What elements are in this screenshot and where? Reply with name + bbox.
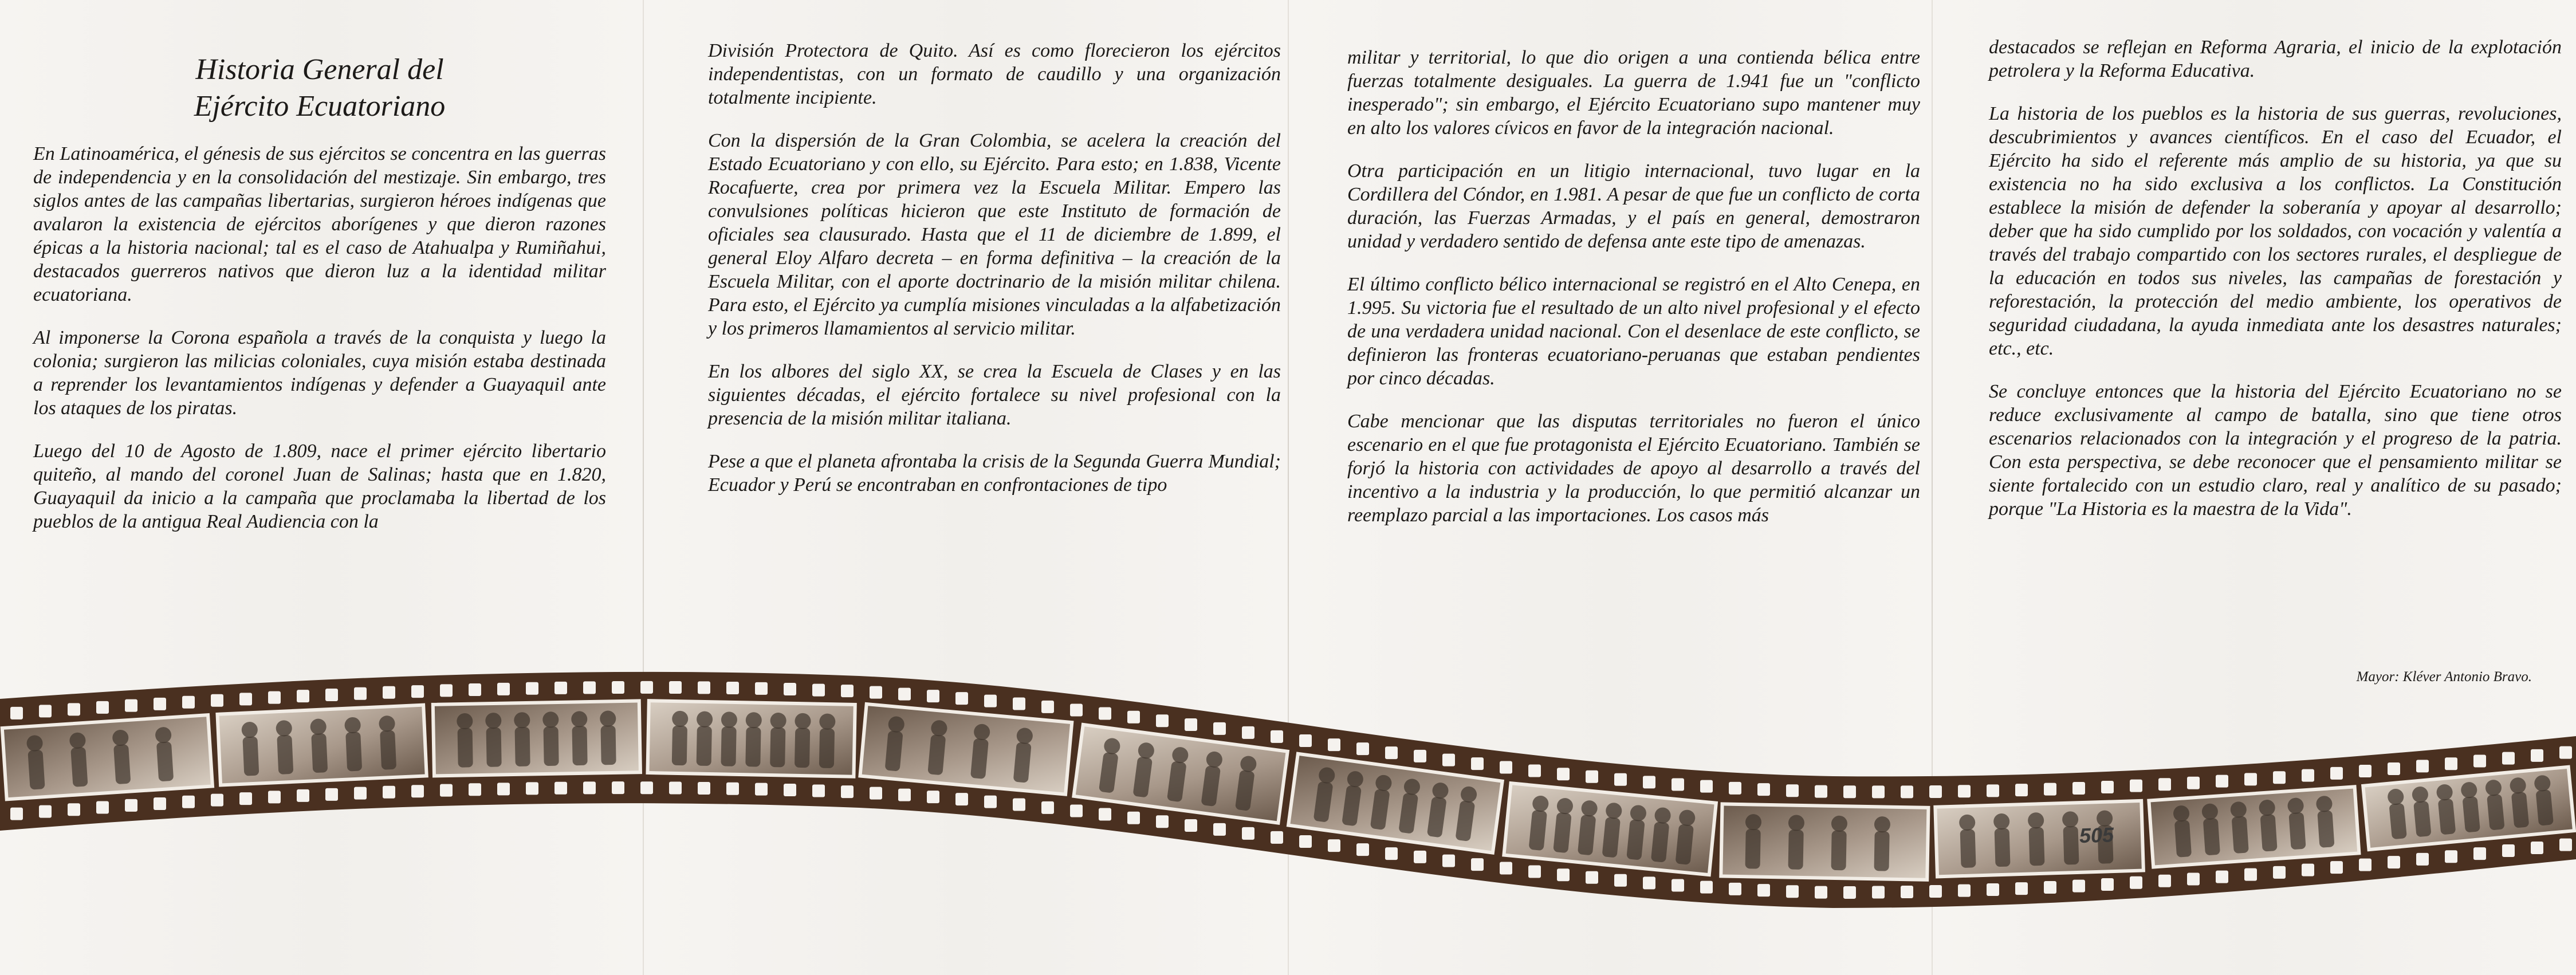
photo-figure bbox=[795, 728, 810, 768]
sprocket-hole-bottom bbox=[1901, 886, 1913, 898]
sprocket-hole-top bbox=[2330, 767, 2343, 780]
sprocket-hole-top bbox=[182, 696, 195, 709]
sprocket-hole-bottom bbox=[2130, 876, 2142, 889]
film-photo-soldiers-with-rifles bbox=[647, 701, 855, 776]
photo-figure bbox=[2029, 827, 2045, 866]
sprocket-hole-bottom bbox=[39, 805, 52, 818]
film-photo-mural-battle-scene bbox=[433, 701, 640, 776]
photo-figure bbox=[819, 728, 835, 768]
sprocket-hole-bottom bbox=[1843, 886, 1856, 899]
paragraph: En los albores del siglo XX, se crea la Escuela de Clases y en las siguientes décadas, el ejército fortalece su nivel profesional con la presencia de la misión militar italiana. bbox=[708, 361, 1281, 429]
sprocket-hole-bottom bbox=[2473, 847, 2486, 860]
sprocket-hole-top bbox=[469, 683, 481, 696]
sprocket-hole-top bbox=[2015, 784, 2028, 796]
sprocket-hole-bottom bbox=[1672, 879, 1684, 892]
author-signature: Mayor: Kléver Antonio Bravo. bbox=[2356, 669, 2532, 685]
sprocket-hole-bottom bbox=[211, 794, 223, 807]
document-title bbox=[33, 52, 606, 125]
sprocket-hole-top bbox=[2445, 757, 2457, 770]
sprocket-hole-bottom bbox=[2531, 842, 2543, 854]
sprocket-hole-top bbox=[411, 685, 424, 698]
sprocket-hole-bottom bbox=[1299, 835, 1312, 848]
sprocket-hole-bottom bbox=[268, 791, 281, 803]
sprocket-hole-top bbox=[2187, 777, 2200, 789]
sprocket-hole-top bbox=[1356, 742, 1369, 755]
sprocket-hole-top bbox=[1843, 785, 1856, 798]
sprocket-hole-bottom bbox=[1614, 874, 1627, 887]
sprocket-hole-bottom bbox=[1757, 884, 1770, 897]
sprocket-hole-top bbox=[383, 686, 395, 699]
sprocket-hole-top bbox=[726, 682, 739, 694]
sprocket-hole-bottom bbox=[96, 801, 109, 813]
photo-figure bbox=[1788, 829, 1804, 870]
sprocket-hole-bottom bbox=[554, 782, 567, 795]
sprocket-hole-bottom bbox=[1442, 855, 1455, 867]
sprocket-hole-top bbox=[1815, 785, 1827, 798]
sprocket-hole-bottom bbox=[2388, 856, 2400, 868]
sprocket-hole-top bbox=[1557, 768, 1570, 780]
sprocket-hole-top bbox=[1299, 734, 1312, 747]
title-line-2: Ejército Ecuatoriano bbox=[194, 90, 446, 123]
sprocket-hole-top bbox=[1213, 722, 1226, 735]
sprocket-hole-bottom bbox=[669, 781, 682, 794]
photo-figure bbox=[486, 728, 502, 767]
sprocket-hole-bottom bbox=[125, 799, 137, 812]
sprocket-hole-bottom bbox=[927, 791, 939, 803]
photo-figure bbox=[311, 733, 328, 773]
sprocket-hole-top bbox=[1127, 711, 1140, 724]
sprocket-hole-bottom bbox=[1700, 881, 1713, 894]
sprocket-hole-bottom bbox=[870, 787, 882, 800]
sprocket-hole-bottom bbox=[955, 793, 968, 805]
film-photo-officers-group bbox=[218, 705, 427, 785]
sprocket-hole-bottom bbox=[1500, 862, 1512, 874]
sprocket-hole-bottom bbox=[1013, 799, 1025, 811]
sprocket-hole-bottom bbox=[2244, 868, 2257, 881]
sprocket-hole-bottom bbox=[2330, 861, 2343, 874]
photo-figure bbox=[2317, 810, 2334, 848]
film-photo-soldiers-at-arches bbox=[1721, 804, 1928, 879]
sprocket-hole-top bbox=[870, 686, 882, 699]
paragraph: militar y territorial, lo que dio origen a una contienda bélica entre fuerzas totalmente desiguales. La guerra de 1.941 fue un "conflicto inesperado"; sin embargo, el Ejército Ecuatoriano supo mantener muy en alto los valores cívicos en favor de la integración nacional. bbox=[1347, 47, 1920, 139]
sprocket-hole-top bbox=[2273, 771, 2286, 784]
sprocket-hole-top bbox=[354, 687, 367, 700]
sprocket-hole-top bbox=[2416, 760, 2429, 772]
sprocket-hole-bottom bbox=[2216, 871, 2228, 883]
sprocket-hole-bottom bbox=[2101, 878, 2114, 891]
sprocket-hole-bottom bbox=[726, 783, 739, 795]
film-photo-officers-in-line bbox=[2149, 787, 2359, 867]
film-photo-indigenous-warrior-portrait bbox=[2, 715, 213, 799]
sprocket-hole-top bbox=[583, 681, 596, 694]
photo-figure bbox=[697, 726, 712, 766]
sprocket-hole-bottom bbox=[1328, 839, 1340, 852]
sprocket-hole-bottom bbox=[2416, 853, 2429, 866]
paragraph: destacados se reflejan en Reforma Agraria, el inicio de la explotación petrolera y la Reforma Educativa. bbox=[1989, 37, 2562, 81]
sprocket-hole-top bbox=[1242, 726, 1254, 739]
sprocket-hole-top bbox=[2216, 775, 2228, 788]
sprocket-hole-top bbox=[1672, 779, 1684, 791]
sprocket-hole-top bbox=[1070, 704, 1083, 717]
sprocket-hole-top bbox=[1271, 730, 1283, 743]
sprocket-hole-top bbox=[39, 705, 52, 717]
sprocket-hole-bottom bbox=[898, 789, 911, 801]
photo-figure bbox=[672, 726, 687, 766]
sprocket-hole-bottom bbox=[325, 788, 338, 801]
sprocket-hole-bottom bbox=[2445, 850, 2457, 863]
sprocket-hole-bottom bbox=[1643, 876, 1655, 889]
sprocket-hole-top bbox=[612, 681, 624, 694]
sprocket-hole-top bbox=[1786, 784, 1799, 797]
paragraph: Con la dispersión de la Gran Colombia, se acelera la creación del Estado Ecuatoriano y con ello, su Ejército. Para esto; en 1.838, Vicente Rocafuerte, crea por primera vez la Escuela Militar. Empero las convulsiones políticas hicieron que este Instituto de formación de oficiales sea clausurado. Hasta que el 11 de diciembre de 1.899, el general Eloy Alfaro decreta – en forma definitiva – la creación de la Escuela Militar, con el aporte doctrinario de la misión militar chilena. Para esto, el Ejército ya cumplía misiones vinculadas a la alfabetización y los primeros llamamientos al servicio militar. bbox=[708, 130, 1281, 339]
sprocket-hole-top bbox=[2502, 752, 2515, 765]
photo-figure bbox=[1874, 831, 1889, 871]
sprocket-hole-bottom bbox=[383, 786, 395, 799]
photo-figure bbox=[572, 726, 588, 765]
sprocket-hole-top bbox=[96, 701, 109, 714]
photo-figure bbox=[27, 750, 45, 790]
sprocket-hole-bottom bbox=[2158, 875, 2171, 887]
sprocket-hole-top bbox=[2302, 769, 2314, 782]
sprocket-hole-top bbox=[211, 694, 223, 707]
sprocket-hole-top bbox=[440, 684, 453, 697]
sprocket-hole-top bbox=[640, 681, 653, 694]
sprocket-hole-bottom bbox=[755, 783, 768, 796]
paragraph: Luego del 10 de Agosto de 1.809, nace el primer ejército libertario quiteño, al mando del coronel Juan de Salinas; hasta que en 1.820, Guayaquil da inicio a la campaña que proclamaba la libertad de los pueblos de la antigua Real Audiencia con la bbox=[33, 441, 606, 532]
photo-figure bbox=[345, 732, 362, 771]
sprocket-hole-bottom bbox=[297, 789, 309, 802]
sprocket-hole-top bbox=[2359, 765, 2372, 777]
paragraph: La historia de los pueblos es la historia de sus guerras, revoluciones, descubrimientos y avances científicos. En el caso del Ecuador, el Ejército ha sido el referente más amplio de su historia, ya que su existencia no ha sido exclusiva a los conflictos. La Constitución establece la misión de defender la soberanía y apoyar al desarrollo; deber que ha sido cumplido por los soldados, con vocación y valentía a través del trabajo compartido con los sectores rurales, el despliegue de la educación en todos sus niveles, las campañas de forestación y reforestación, la protección del medio ambiente, los operativos de seguridad ciudadana, la ayuda inmediata ante los desastres naturales; etc., etc. bbox=[1989, 103, 2562, 359]
sprocket-hole-top bbox=[1586, 770, 1598, 783]
sprocket-hole-bottom bbox=[612, 781, 624, 794]
sprocket-hole-top bbox=[1013, 698, 1025, 710]
sprocket-hole-top bbox=[268, 691, 281, 704]
sprocket-hole-bottom bbox=[1127, 812, 1140, 824]
sprocket-hole-bottom bbox=[1929, 885, 1942, 898]
photo-figure bbox=[1745, 829, 1761, 869]
sprocket-hole-top bbox=[927, 690, 939, 702]
sprocket-hole-bottom bbox=[2302, 864, 2314, 876]
paragraph: Otra participación en un litigio internacional, tuvo lugar en la Cordillera del Cóndor, en 1.981. A pesar de que fue un conflicto de corta duración, las Fuerzas Armadas, y el país en general, demostraron unidad y verdadero sentido de defensa ante este tipo de amenazas. bbox=[1347, 160, 1920, 252]
photo-figure bbox=[601, 725, 616, 765]
sprocket-hole-top bbox=[984, 695, 997, 707]
sprocket-hole-bottom bbox=[1185, 819, 1197, 832]
paragraph: En Latinoamérica, el génesis de sus ejércitos se concentra en las guerras de independencia y en la consolidación del mestizaje. Sin embargo, tres siglos antes de las campañas libertarias, surgieron héroes indígenas que avalaron la existencia de ejércitos aborígenes y que dieron razones épicas a la historia nacional; tal es el caso de Atahualpa y Rumiñahui, destacados guerreros nativos que dieron luz a la identidad militar ecuatoriana. bbox=[33, 143, 606, 305]
sprocket-hole-bottom bbox=[1271, 831, 1283, 844]
photo-figure bbox=[544, 726, 559, 766]
photo-figure bbox=[156, 741, 174, 781]
sprocket-hole-top bbox=[125, 699, 137, 712]
sprocket-hole-top bbox=[698, 681, 710, 694]
sprocket-hole-top bbox=[1385, 746, 1398, 759]
sprocket-hole-bottom bbox=[984, 796, 997, 808]
sprocket-hole-top bbox=[2244, 773, 2257, 785]
sprocket-hole-bottom bbox=[1041, 801, 1054, 814]
sprocket-hole-bottom bbox=[1156, 815, 1169, 828]
paragraph: Al imponerse la Corona española a través de la conquista y luego la colonia; surgieron las milicias coloniales, cuya misión estaba destinada a reprender los levantamientos indígenas y defender a Guayaquil ante los ataques de los piratas. bbox=[33, 327, 606, 419]
sprocket-hole-top bbox=[1500, 761, 1512, 773]
sprocket-hole-bottom bbox=[354, 787, 367, 800]
sprocket-hole-bottom bbox=[1356, 843, 1369, 856]
sprocket-hole-bottom bbox=[784, 784, 796, 796]
sprocket-hole-top bbox=[1757, 783, 1770, 796]
sprocket-hole-bottom bbox=[2187, 872, 2200, 885]
sprocket-hole-bottom bbox=[2559, 839, 2572, 851]
sprocket-hole-top bbox=[669, 681, 682, 694]
sprocket-hole-bottom bbox=[497, 783, 510, 795]
text-column-1 bbox=[33, 44, 606, 553]
sprocket-hole-bottom bbox=[154, 797, 166, 810]
sprocket-hole-top bbox=[154, 698, 166, 710]
sprocket-hole-bottom bbox=[1528, 866, 1541, 878]
aircraft-number-label: 505 bbox=[2079, 823, 2114, 848]
paragraph: Cabe mencionar que las disputas territoriales no fueron el único escenario en el que fue protagonista el Ejército Ecuatoriano. También se forjó la historia con actividades de apoyo al desarrollo a través del incentivo a la industria y la producción, lo que permitió alcanzar un reemplazo parcial a las importaciones. Los casos más bbox=[1347, 411, 1920, 526]
sprocket-hole-top bbox=[2531, 749, 2543, 762]
sprocket-hole-top bbox=[1041, 701, 1054, 713]
sprocket-hole-top bbox=[2559, 746, 2572, 759]
sprocket-hole-top bbox=[1901, 785, 1913, 798]
sprocket-hole-top bbox=[841, 685, 854, 697]
paragraph: Pese a que el planeta afrontaba la crisis de la Segunda Guerra Mundial; Ecuador y Perú se encontraban en confrontaciones de tipo bbox=[708, 451, 1281, 496]
sprocket-hole-bottom bbox=[469, 783, 481, 796]
sprocket-hole-top bbox=[1958, 785, 1971, 797]
sprocket-hole-bottom bbox=[440, 784, 453, 797]
text-column-4 bbox=[1989, 36, 2562, 540]
sprocket-hole-bottom bbox=[182, 796, 195, 808]
paragraph: Se concluye entonces que la historia del Ejército Ecuatoriano no se reduce exclusivamente al campo de batalla, sino que tiene otros escenarios relacionados con la integración y el progreso de la patria. Con esta perspectiva, se debe reconocer que el pensamiento militar se siente fortalecido con un estudio claro, real y analítico de su pasado; porque "La Historia es la maestra de la Vida". bbox=[1989, 381, 2562, 520]
sprocket-hole-bottom bbox=[1729, 883, 1741, 895]
sprocket-hole-top bbox=[955, 692, 968, 705]
photo-figure bbox=[2174, 820, 2192, 858]
photo-figure bbox=[1831, 831, 1847, 871]
sprocket-hole-bottom bbox=[68, 803, 80, 816]
sprocket-hole-top bbox=[239, 693, 252, 705]
sprocket-hole-top bbox=[1700, 780, 1713, 793]
sprocket-hole-bottom bbox=[698, 782, 710, 795]
sprocket-hole-bottom bbox=[1471, 858, 1484, 871]
sprocket-hole-top bbox=[1156, 714, 1169, 727]
sprocket-hole-top bbox=[1643, 776, 1655, 788]
sprocket-hole-top bbox=[2130, 780, 2142, 792]
sprocket-hole-bottom bbox=[1099, 808, 1111, 821]
photo-figure bbox=[277, 735, 293, 775]
sprocket-hole-bottom bbox=[841, 785, 854, 798]
sprocket-hole-top bbox=[1442, 754, 1455, 766]
sprocket-hole-top bbox=[68, 703, 80, 715]
photo-figure bbox=[2288, 812, 2306, 850]
sprocket-hole-top bbox=[2101, 781, 2114, 793]
sprocket-hole-top bbox=[784, 683, 796, 695]
sprocket-hole-bottom bbox=[2359, 859, 2372, 871]
sprocket-hole-bottom bbox=[2502, 844, 2515, 857]
sprocket-hole-top bbox=[2473, 754, 2486, 767]
photo-figure bbox=[770, 728, 785, 768]
photo-figure bbox=[458, 728, 473, 768]
photo-figure bbox=[380, 730, 396, 770]
sprocket-hole-bottom bbox=[2015, 882, 2028, 895]
sprocket-hole-top bbox=[1872, 785, 1885, 798]
sprocket-hole-top bbox=[497, 683, 510, 695]
photo-figure bbox=[721, 726, 736, 766]
sprocket-hole-bottom bbox=[1414, 851, 1426, 863]
sprocket-hole-top bbox=[1414, 750, 1426, 762]
sprocket-hole-bottom bbox=[411, 785, 424, 797]
sprocket-hole-top bbox=[554, 682, 567, 694]
sprocket-hole-bottom bbox=[1958, 884, 1971, 897]
sprocket-hole-bottom bbox=[526, 782, 538, 795]
sprocket-hole-top bbox=[2072, 782, 2085, 795]
sprocket-hole-top bbox=[755, 682, 768, 695]
sprocket-hole-top bbox=[1614, 773, 1627, 786]
sprocket-hole-top bbox=[1987, 784, 1999, 797]
sprocket-hole-bottom bbox=[10, 808, 23, 820]
photo-figure bbox=[113, 744, 131, 784]
photo-figure bbox=[1960, 829, 1976, 868]
photo-figure bbox=[2232, 816, 2249, 854]
sprocket-hole-top bbox=[526, 682, 538, 695]
title-line-1: Historia General del bbox=[195, 53, 444, 86]
text-column-3 bbox=[1347, 46, 1920, 547]
sprocket-hole-bottom bbox=[812, 785, 825, 797]
photo-figure bbox=[70, 747, 88, 787]
sprocket-hole-top bbox=[1328, 738, 1340, 751]
sprocket-hole-bottom bbox=[1786, 885, 1799, 898]
sprocket-hole-bottom bbox=[2072, 880, 2085, 893]
text-column-2 bbox=[708, 39, 1281, 516]
photo-figure bbox=[242, 736, 259, 776]
sprocket-hole-top bbox=[297, 690, 309, 702]
sprocket-hole-top bbox=[812, 684, 825, 697]
sprocket-hole-top bbox=[898, 688, 911, 701]
sprocket-hole-bottom bbox=[1586, 871, 1598, 884]
sprocket-hole-bottom bbox=[1815, 886, 1827, 899]
photo-figure bbox=[2203, 818, 2220, 856]
photo-figure bbox=[515, 727, 530, 766]
photo-figure bbox=[745, 727, 761, 767]
sprocket-hole-top bbox=[1929, 785, 1942, 798]
sprocket-hole-bottom bbox=[1872, 886, 1885, 899]
sprocket-hole-bottom bbox=[239, 792, 252, 805]
photo-figure bbox=[2063, 826, 2079, 865]
sprocket-hole-bottom bbox=[2273, 866, 2286, 879]
sprocket-hole-bottom bbox=[583, 781, 596, 794]
sprocket-hole-top bbox=[1099, 707, 1111, 720]
sprocket-hole-bottom bbox=[1385, 847, 1398, 860]
sprocket-hole-bottom bbox=[1557, 868, 1570, 881]
sprocket-hole-bottom bbox=[1987, 883, 1999, 896]
sprocket-hole-top bbox=[1729, 782, 1741, 795]
sprocket-hole-top bbox=[2044, 783, 2056, 796]
sprocket-hole-top bbox=[2158, 778, 2171, 791]
sprocket-hole-top bbox=[1471, 757, 1484, 770]
film-photo-troops-by-aircraft bbox=[1935, 801, 2144, 876]
photo-figure bbox=[1995, 828, 2011, 867]
sprocket-hole-top bbox=[1528, 765, 1541, 777]
sprocket-hole-top bbox=[1185, 718, 1197, 731]
film-strip bbox=[0, 633, 2576, 975]
sprocket-hole-bottom bbox=[1070, 805, 1083, 817]
sprocket-hole-top bbox=[325, 689, 338, 701]
sprocket-hole-top bbox=[10, 707, 23, 720]
sprocket-hole-bottom bbox=[1242, 827, 1254, 840]
paragraph: El último conflicto bélico internacional se registró en el Alto Cenepa, en 1.995. Su victoria fue el resultado de un alto nivel profesional y el efecto de una verdadera unidad nacional. Con el desenlace de este conflicto, se definieron las fronteras ecuatoriano-peruanas que estaban pendientes por cinco décadas. bbox=[1347, 274, 1920, 389]
photo-figure bbox=[2260, 814, 2278, 852]
sprocket-hole-bottom bbox=[640, 781, 653, 794]
sprocket-hole-bottom bbox=[2044, 881, 2056, 894]
sprocket-hole-top bbox=[2388, 762, 2400, 775]
sprocket-hole-bottom bbox=[1213, 823, 1226, 836]
paragraph: División Protectora de Quito. Así es como florecieron los ejércitos independentistas, con un formato de caudillo y una organización totalmente incipiente. bbox=[708, 40, 1281, 108]
